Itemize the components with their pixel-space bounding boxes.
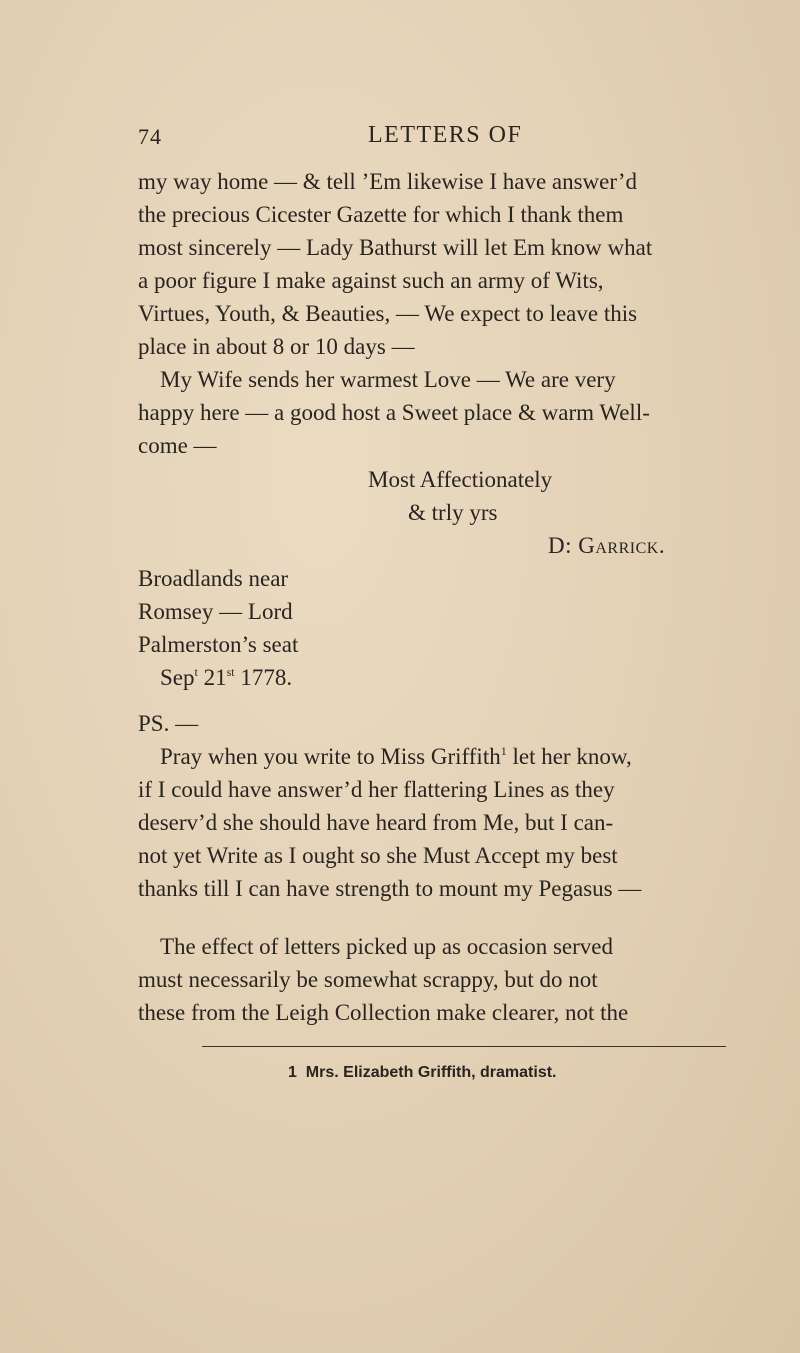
letter-address-line: Broadlands near xyxy=(138,566,289,591)
letter-address-line: Palmerston’s seat xyxy=(138,632,299,657)
postscript-line: Pray when you write to Miss Griffith$^1$ let her know, xyxy=(160,744,632,769)
footnote-text: Mrs. Elizabeth Griffith, dramatist. xyxy=(305,1064,557,1081)
letter-closing: Most Affectionately xyxy=(368,467,553,492)
postscript-line: if I could have answer’d her flattering Lines as they xyxy=(138,777,615,802)
letter-line: happy here — a good host a Sweet place & warm Well- xyxy=(138,400,650,425)
postscript-label: PS. — xyxy=(138,711,199,736)
footnote-rule xyxy=(202,1046,726,1047)
footnote xyxy=(288,1064,557,1082)
letter-line: place in about 8 or 10 days — xyxy=(138,334,415,359)
letter-line: a poor figure I make against such an army of Wits, xyxy=(138,268,604,293)
postscript-line: not yet Write as I ought so she Must Accept my best xyxy=(138,843,618,868)
page-number: 74 xyxy=(138,124,162,149)
letter-signature: D: Garrick. xyxy=(548,533,666,558)
letter-line: the precious Cicester Gazette for which I thank them xyxy=(138,202,624,227)
letter-line: most sincerely — Lady Bathurst will let Em know what xyxy=(138,235,653,260)
commentary-line: The effect of letters picked up as occasion served xyxy=(160,934,613,959)
postscript-line: thanks till I can have strength to mount my Pegasus — xyxy=(138,876,642,901)
letter-line: Virtues, Youth, & Beauties, — We expect to leave this xyxy=(138,301,638,326)
letter-closing: & trly yrs xyxy=(408,500,498,525)
running-head: LETTERS OF xyxy=(368,122,523,148)
footnote-reference: 1 xyxy=(500,744,507,758)
letter-line: My Wife sends her warmest Love — We are very xyxy=(160,367,616,392)
footnote-number: 1 xyxy=(288,1064,297,1081)
letter-line: come — xyxy=(138,433,217,458)
commentary-line: must necessarily be somewhat scrappy, but do not xyxy=(138,967,598,992)
letter-address-line: Romsey — Lord xyxy=(138,599,293,624)
letter-date: Sep$^t$ 21st 1778. xyxy=(160,665,293,690)
commentary-line: these from the Leigh Collection make clearer, not the xyxy=(138,1000,629,1025)
postscript-line: deserv’d she should have heard from Me, but I can- xyxy=(138,810,614,835)
letter-line: my way home — & tell ’Em likewise I have answer’d xyxy=(138,169,638,194)
